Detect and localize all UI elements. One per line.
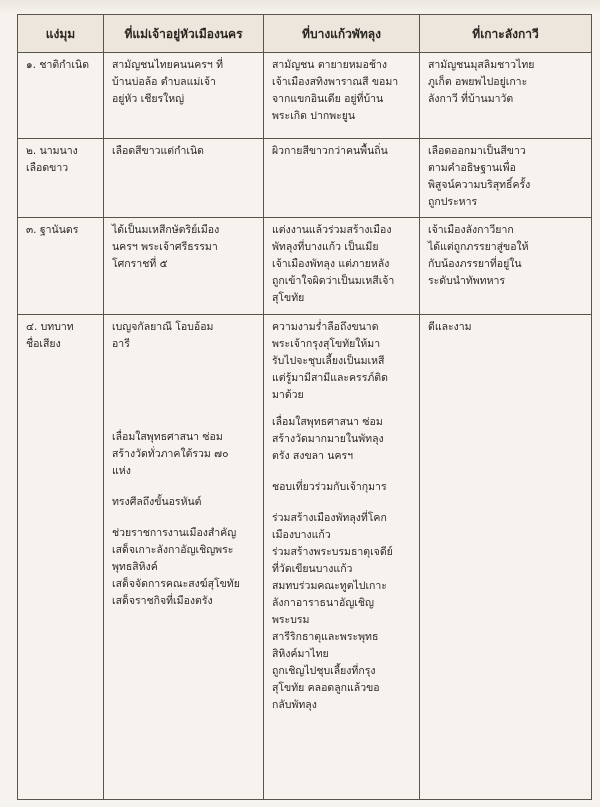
cell-line: ร่วมสร้างเมืองพัทลุงที่โคก — [272, 512, 387, 524]
table-row-white-blood — [18, 139, 592, 218]
cell-line: สุโขทัย คลอดลูกแล้วขอ — [272, 682, 380, 694]
cell-line: มาด้วย — [272, 389, 304, 401]
row-aspect-line: ๑. ชาติกำเนิด — [26, 59, 90, 71]
cell-line: ภูเก็ต อพยพไปอยู่เกาะ — [428, 76, 528, 88]
row-aspect-cell — [18, 218, 104, 315]
table-row-origin — [18, 53, 592, 139]
faded-previous-page-strip — [0, 0, 600, 14]
cell-line: เจ้าเมืองลังกาวียาก — [428, 224, 514, 236]
cell-line: เจ้าเมืองสทิงพาราณสี ขอมา — [272, 76, 399, 88]
cell-bang-kaeo — [264, 315, 420, 800]
cell-nakhon — [104, 315, 264, 800]
text-block — [112, 429, 255, 480]
text-block — [272, 319, 411, 404]
cell-line: ถูกประหาร — [428, 196, 478, 208]
cell-line: พัทลุงที่บางแก้ว เป็นเมีย — [272, 241, 379, 253]
cell-line: เสด็จจัดการคณะสงฆ์สุโขทัย — [112, 578, 240, 590]
cell-line: เสด็จเกาะลังกาอัญเชิญพระ — [112, 544, 234, 556]
cell-line: พระเกิด ปากพะยูน — [272, 110, 356, 122]
cell-line: สิหิงค์มาไทย — [272, 648, 329, 660]
cell-line: โศกราชที่ ๕ — [112, 258, 168, 270]
cell-line: สารีริกธาตุและพระพุทธ — [272, 631, 379, 643]
cell-line: ได้เป็นมเหสีกษัตริย์เมือง — [112, 224, 220, 236]
cell-line: เบญจกัลยาณี โอบอ้อม — [112, 321, 214, 333]
cell-langkawi — [420, 315, 592, 800]
row-aspect-line: ชื่อเสียง — [26, 338, 61, 350]
cell-line: กับน้องภรรยาที่อยู่ใน — [428, 258, 522, 270]
cell-nakhon — [104, 53, 264, 139]
cell-line: ทรงศีลถึงขั้นอรหันต์ — [112, 496, 202, 508]
cell-line: สร้างวัดมากมายในพัทลุง — [272, 433, 384, 445]
cell-line: ได้แต่ถูกภรรยาสู่ขอให้ — [428, 241, 529, 253]
comparison-table — [17, 14, 592, 800]
cell-line: ระดับนำทัพทหาร — [428, 275, 506, 287]
cell-langkawi — [420, 53, 592, 139]
cell-line: ช่วยราชการงานเมืองสำคัญ — [112, 527, 237, 539]
cell-langkawi — [420, 218, 592, 315]
table-row-status — [18, 218, 592, 315]
cell-langkawi — [420, 139, 592, 218]
cell-line: บ้านบ่อล้อ ตำบลแม่เจ้า — [112, 76, 216, 88]
cell-line: ถูกเชิญไปชุบเลี้ยงที่กรุง — [272, 665, 376, 677]
cell-line: พระเจ้ากรุงสุโขทัยให้มา — [272, 338, 381, 350]
cell-line: ที่วัดเขียนบางแก้ว — [272, 563, 353, 575]
cell-line: สมทบร่วมคณะทูตไปเกาะ — [272, 580, 387, 592]
cell-line: ลังกาอาราธนาอัญเชิญพระบรม — [272, 597, 374, 626]
cell-line: กลับพัทลุง — [272, 699, 317, 711]
cell-line: แต่งงานแล้วร่วมสร้างเมือง — [272, 224, 392, 236]
row-aspect-line: เลือดขาว — [26, 162, 69, 174]
text-block — [112, 525, 255, 610]
cell-bang-kaeo — [264, 139, 420, 218]
cell-line: ถูกเข้าใจผิดว่าเป็นมเหสีเจ้า — [272, 275, 395, 287]
cell-nakhon — [104, 218, 264, 315]
row-aspect-line: ๓. ฐานันดร — [26, 224, 79, 236]
cell-line: นครฯ พระเจ้าศรีธรรมา — [112, 241, 218, 253]
cell-line: เจ้าเมืองพัทลุง แต่ภายหลัง — [272, 258, 390, 270]
cell-line: ตามคำอธิษฐานเพื่อ — [428, 162, 516, 174]
cell-line: ผิวกายสีขาวกว่าคนพื้นถิ่น — [272, 145, 388, 157]
cell-line: สามัญชนมุสลิมชาวไทย — [428, 59, 535, 71]
cell-line: พิสูจน์ความบริสุทธิ์ครั้ง — [428, 179, 531, 191]
cell-line: สร้างวัดทั่วภาคใต้รวม ๗๐ — [112, 448, 229, 460]
row-aspect-cell — [18, 139, 104, 218]
row-aspect-cell — [18, 315, 104, 800]
cell-line: แห่ง — [112, 465, 131, 477]
cell-line: เมืองบางแก้ว — [272, 529, 331, 541]
cell-line: สามัญชนไทยคนนครฯ ที่ — [112, 59, 224, 71]
cell-line: อารี — [112, 338, 130, 350]
cell-line: เสด็จราชกิจที่เมืองตรัง — [112, 595, 213, 607]
header-aspect: แง่มุม — [18, 15, 104, 53]
text-block — [272, 414, 411, 465]
cell-bang-kaeo — [264, 218, 420, 315]
header-row — [18, 15, 592, 53]
row-aspect-line: ๒. นามนาง — [26, 145, 78, 157]
cell-line: เลือดสีขาวแต่กำเนิด — [112, 145, 204, 157]
table-row-role-fame — [18, 315, 592, 800]
text-block — [112, 319, 255, 353]
header-langkawi: ที่เกาะลังกาวี — [420, 15, 592, 53]
text-block — [272, 510, 411, 714]
cell-line: ดีและงาม — [428, 321, 472, 333]
cell-line: เลื่อมใสพุทธศาสนา ซ่อม — [112, 431, 223, 443]
cell-nakhon — [104, 139, 264, 218]
cell-bang-kaeo — [264, 53, 420, 139]
cell-line: เลื่อมใสพุทธศาสนา ซ่อม — [272, 416, 383, 428]
cell-line: ร่วมสร้างพระบรมธาตุเจดีย์ — [272, 546, 393, 558]
text-block — [272, 479, 411, 496]
cell-line: พุทธสิหิงค์ — [112, 561, 158, 573]
row-aspect-line: ๔. บทบาท — [26, 321, 74, 333]
cell-line: อยู่หัว เชียรใหญ่ — [112, 93, 185, 105]
cell-line: ชอบเที่ยวร่วมกับเจ้ากุมาร — [272, 481, 387, 493]
cell-line: ความงามร่ำลือถึงขนาด — [272, 321, 379, 333]
row-aspect-cell — [18, 53, 104, 139]
cell-line: สามัญชน ตายายหมอช้าง — [272, 59, 388, 71]
cell-line: แต่รู้มามีสามีและครรภ์ติด — [272, 372, 388, 384]
cell-line: ลังกาวี ที่บ้านมาวัต — [428, 93, 514, 105]
text-block — [112, 494, 255, 511]
cell-line: สุโขทัย — [272, 292, 305, 304]
cell-line: จากแขกอินเดีย อยู่ที่บ้าน — [272, 93, 384, 105]
cell-line: เลือดออกมาเป็นสีขาว — [428, 145, 526, 157]
header-nakhon: ที่แม่เจ้าอยู่หัวเมืองนคร — [104, 15, 264, 53]
cell-line: รับไปจะชุบเลี้ยงเป็นมเหสี — [272, 355, 385, 367]
header-bang-kaeo: ที่บางแก้วพัทลุง — [264, 15, 420, 53]
cell-line: ตรัง สงขลา นครฯ — [272, 450, 354, 462]
